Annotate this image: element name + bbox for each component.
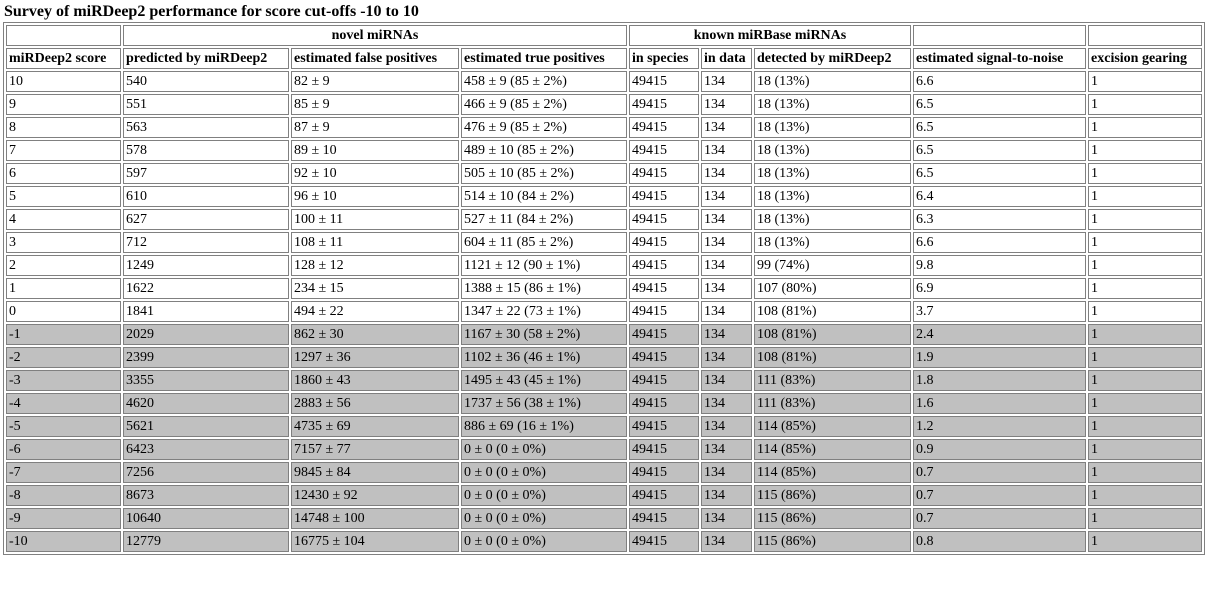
cell-in-data: 134	[701, 301, 752, 322]
cell-in-species: 49415	[629, 485, 699, 506]
cell-true-positives: 476 ± 9 (85 ± 2%)	[461, 117, 627, 138]
cell-in-data: 134	[701, 117, 752, 138]
cell-false-positives: 87 ± 9	[291, 117, 459, 138]
cell-predicted: 12779	[123, 531, 289, 552]
cell-score: -4	[6, 393, 121, 414]
cell-in-species: 49415	[629, 71, 699, 92]
table-row	[6, 393, 1202, 414]
table-row	[6, 255, 1202, 276]
cell-signal-to-noise: 6.3	[913, 209, 1086, 230]
cell-true-positives: 466 ± 9 (85 ± 2%)	[461, 94, 627, 115]
cell-in-data: 134	[701, 278, 752, 299]
cell-true-positives: 527 ± 11 (84 ± 2%)	[461, 209, 627, 230]
table-row	[6, 186, 1202, 207]
cell-in-species: 49415	[629, 163, 699, 184]
cell-detected: 18 (13%)	[754, 186, 911, 207]
cell-false-positives: 100 ± 11	[291, 209, 459, 230]
cell-score: 10	[6, 71, 121, 92]
group-header-blank	[1088, 25, 1202, 46]
cell-predicted: 8673	[123, 485, 289, 506]
cell-in-data: 134	[701, 347, 752, 368]
table-row	[6, 508, 1202, 529]
cell-excision-gearing: 1	[1088, 416, 1202, 437]
cell-predicted: 4620	[123, 393, 289, 414]
cell-predicted: 2399	[123, 347, 289, 368]
cell-false-positives: 1297 ± 36	[291, 347, 459, 368]
cell-predicted: 712	[123, 232, 289, 253]
cell-signal-to-noise: 0.8	[913, 531, 1086, 552]
cell-false-positives: 1860 ± 43	[291, 370, 459, 391]
cell-in-species: 49415	[629, 117, 699, 138]
cell-detected: 108 (81%)	[754, 324, 911, 345]
cell-true-positives: 0 ± 0 (0 ± 0%)	[461, 439, 627, 460]
group-header-novel: novel miRNAs	[123, 25, 627, 46]
cell-signal-to-noise: 6.6	[913, 232, 1086, 253]
cell-in-data: 134	[701, 163, 752, 184]
cell-detected: 114 (85%)	[754, 416, 911, 437]
cell-excision-gearing: 1	[1088, 278, 1202, 299]
cell-in-species: 49415	[629, 140, 699, 161]
cell-in-species: 49415	[629, 324, 699, 345]
group-header-blank	[6, 25, 121, 46]
column-header-detected: detected by miRDeep2	[754, 48, 911, 69]
table-row	[6, 163, 1202, 184]
cell-signal-to-noise: 0.7	[913, 508, 1086, 529]
cell-false-positives: 9845 ± 84	[291, 462, 459, 483]
cell-in-species: 49415	[629, 439, 699, 460]
cell-signal-to-noise: 1.2	[913, 416, 1086, 437]
cell-excision-gearing: 1	[1088, 163, 1202, 184]
table-row	[6, 462, 1202, 483]
cell-false-positives: 96 ± 10	[291, 186, 459, 207]
cell-true-positives: 0 ± 0 (0 ± 0%)	[461, 508, 627, 529]
cell-detected: 18 (13%)	[754, 163, 911, 184]
cell-true-positives: 1102 ± 36 (46 ± 1%)	[461, 347, 627, 368]
cell-in-species: 49415	[629, 370, 699, 391]
cell-predicted: 2029	[123, 324, 289, 345]
cell-signal-to-noise: 6.4	[913, 186, 1086, 207]
cell-true-positives: 1495 ± 43 (45 ± 1%)	[461, 370, 627, 391]
cell-in-data: 134	[701, 370, 752, 391]
cell-excision-gearing: 1	[1088, 508, 1202, 529]
group-header-known: known miRBase miRNAs	[629, 25, 911, 46]
cell-predicted: 1841	[123, 301, 289, 322]
cell-predicted: 1622	[123, 278, 289, 299]
cell-score: 3	[6, 232, 121, 253]
column-header-signal-to-noise: estimated signal-to-noise	[913, 48, 1086, 69]
cell-detected: 114 (85%)	[754, 462, 911, 483]
cell-score: -9	[6, 508, 121, 529]
cell-detected: 18 (13%)	[754, 209, 911, 230]
table-row	[6, 301, 1202, 322]
cell-score: -5	[6, 416, 121, 437]
cell-detected: 107 (80%)	[754, 278, 911, 299]
cell-detected: 115 (86%)	[754, 508, 911, 529]
group-header-blank	[913, 25, 1086, 46]
cell-detected: 115 (86%)	[754, 531, 911, 552]
cell-in-data: 134	[701, 324, 752, 345]
cell-predicted: 1249	[123, 255, 289, 276]
cell-score: 7	[6, 140, 121, 161]
cell-false-positives: 85 ± 9	[291, 94, 459, 115]
cell-false-positives: 494 ± 22	[291, 301, 459, 322]
cell-detected: 111 (83%)	[754, 370, 911, 391]
table-row	[6, 439, 1202, 460]
cell-true-positives: 514 ± 10 (84 ± 2%)	[461, 186, 627, 207]
cell-in-data: 134	[701, 255, 752, 276]
cell-detected: 18 (13%)	[754, 232, 911, 253]
cell-false-positives: 16775 ± 104	[291, 531, 459, 552]
cell-in-data: 134	[701, 94, 752, 115]
cell-true-positives: 489 ± 10 (85 ± 2%)	[461, 140, 627, 161]
cell-predicted: 627	[123, 209, 289, 230]
cell-in-data: 134	[701, 393, 752, 414]
cell-false-positives: 2883 ± 56	[291, 393, 459, 414]
cell-in-species: 49415	[629, 186, 699, 207]
table-row	[6, 140, 1202, 161]
cell-excision-gearing: 1	[1088, 347, 1202, 368]
cell-excision-gearing: 1	[1088, 94, 1202, 115]
cell-true-positives: 1121 ± 12 (90 ± 1%)	[461, 255, 627, 276]
cell-score: -1	[6, 324, 121, 345]
cell-detected: 114 (85%)	[754, 439, 911, 460]
column-header-true-positives: estimated true positives	[461, 48, 627, 69]
column-header-score: miRDeep2 score	[6, 48, 121, 69]
cell-signal-to-noise: 0.9	[913, 439, 1086, 460]
cell-excision-gearing: 1	[1088, 117, 1202, 138]
cell-excision-gearing: 1	[1088, 232, 1202, 253]
cell-in-data: 134	[701, 485, 752, 506]
cell-signal-to-noise: 6.5	[913, 117, 1086, 138]
cell-score: -6	[6, 439, 121, 460]
cell-detected: 18 (13%)	[754, 94, 911, 115]
table-row	[6, 531, 1202, 552]
cell-excision-gearing: 1	[1088, 462, 1202, 483]
column-header-in-species: in species	[629, 48, 699, 69]
cell-predicted: 578	[123, 140, 289, 161]
cell-true-positives: 458 ± 9 (85 ± 2%)	[461, 71, 627, 92]
cell-detected: 115 (86%)	[754, 485, 911, 506]
cell-signal-to-noise: 9.8	[913, 255, 1086, 276]
cell-in-species: 49415	[629, 416, 699, 437]
cell-predicted: 540	[123, 71, 289, 92]
cell-predicted: 7256	[123, 462, 289, 483]
cell-predicted: 597	[123, 163, 289, 184]
cell-excision-gearing: 1	[1088, 370, 1202, 391]
cell-detected: 108 (81%)	[754, 347, 911, 368]
cell-signal-to-noise: 6.5	[913, 94, 1086, 115]
cell-true-positives: 1347 ± 22 (73 ± 1%)	[461, 301, 627, 322]
cell-in-species: 49415	[629, 232, 699, 253]
column-header-excision-gearing: excision gearing	[1088, 48, 1202, 69]
cell-in-data: 134	[701, 186, 752, 207]
table-row	[6, 416, 1202, 437]
cell-in-species: 49415	[629, 209, 699, 230]
cell-true-positives: 1167 ± 30 (58 ± 2%)	[461, 324, 627, 345]
cell-in-data: 134	[701, 508, 752, 529]
cell-score: 8	[6, 117, 121, 138]
cell-score: -2	[6, 347, 121, 368]
cell-signal-to-noise: 0.7	[913, 485, 1086, 506]
cell-excision-gearing: 1	[1088, 186, 1202, 207]
cell-score: 4	[6, 209, 121, 230]
cell-in-species: 49415	[629, 301, 699, 322]
table-row	[6, 94, 1202, 115]
cell-excision-gearing: 1	[1088, 393, 1202, 414]
cell-false-positives: 7157 ± 77	[291, 439, 459, 460]
cell-in-species: 49415	[629, 255, 699, 276]
cell-signal-to-noise: 1.9	[913, 347, 1086, 368]
cell-excision-gearing: 1	[1088, 301, 1202, 322]
cell-predicted: 610	[123, 186, 289, 207]
cell-predicted: 6423	[123, 439, 289, 460]
cell-in-data: 134	[701, 531, 752, 552]
cell-true-positives: 505 ± 10 (85 ± 2%)	[461, 163, 627, 184]
table-row	[6, 347, 1202, 368]
group-header-row	[6, 25, 1202, 46]
cell-true-positives: 604 ± 11 (85 ± 2%)	[461, 232, 627, 253]
table-row	[6, 71, 1202, 92]
cell-signal-to-noise: 3.7	[913, 301, 1086, 322]
page-title: Survey of miRDeep2 performance for score cut-offs -10 to 10	[4, 3, 419, 20]
column-header-false-positives: estimated false positives	[291, 48, 459, 69]
cell-detected: 18 (13%)	[754, 71, 911, 92]
cell-in-species: 49415	[629, 347, 699, 368]
cell-signal-to-noise: 1.6	[913, 393, 1086, 414]
cell-score: -7	[6, 462, 121, 483]
cell-score: 5	[6, 186, 121, 207]
table-body	[6, 71, 1202, 552]
cell-excision-gearing: 1	[1088, 140, 1202, 161]
cell-in-species: 49415	[629, 531, 699, 552]
survey-table	[3, 22, 1205, 555]
cell-true-positives: 886 ± 69 (16 ± 1%)	[461, 416, 627, 437]
cell-false-positives: 92 ± 10	[291, 163, 459, 184]
cell-false-positives: 12430 ± 92	[291, 485, 459, 506]
cell-false-positives: 108 ± 11	[291, 232, 459, 253]
cell-score: -3	[6, 370, 121, 391]
cell-detected: 18 (13%)	[754, 117, 911, 138]
cell-in-data: 134	[701, 439, 752, 460]
table-row	[6, 485, 1202, 506]
cell-in-data: 134	[701, 140, 752, 161]
cell-detected: 99 (74%)	[754, 255, 911, 276]
cell-in-data: 134	[701, 416, 752, 437]
cell-detected: 111 (83%)	[754, 393, 911, 414]
column-header-predicted: predicted by miRDeep2	[123, 48, 289, 69]
cell-in-data: 134	[701, 462, 752, 483]
cell-in-species: 49415	[629, 508, 699, 529]
cell-score: 1	[6, 278, 121, 299]
cell-signal-to-noise: 0.7	[913, 462, 1086, 483]
cell-true-positives: 0 ± 0 (0 ± 0%)	[461, 462, 627, 483]
table-row	[6, 324, 1202, 345]
cell-score: 2	[6, 255, 121, 276]
cell-false-positives: 82 ± 9	[291, 71, 459, 92]
cell-predicted: 551	[123, 94, 289, 115]
cell-in-species: 49415	[629, 278, 699, 299]
table-row	[6, 370, 1202, 391]
cell-false-positives: 14748 ± 100	[291, 508, 459, 529]
column-header-in-data: in data	[701, 48, 752, 69]
cell-in-data: 134	[701, 71, 752, 92]
cell-false-positives: 234 ± 15	[291, 278, 459, 299]
cell-excision-gearing: 1	[1088, 71, 1202, 92]
cell-signal-to-noise: 6.5	[913, 140, 1086, 161]
cell-signal-to-noise: 6.9	[913, 278, 1086, 299]
table-row	[6, 209, 1202, 230]
cell-in-species: 49415	[629, 94, 699, 115]
cell-true-positives: 1737 ± 56 (38 ± 1%)	[461, 393, 627, 414]
cell-score: -10	[6, 531, 121, 552]
cell-score: 6	[6, 163, 121, 184]
cell-signal-to-noise: 6.5	[913, 163, 1086, 184]
cell-predicted: 10640	[123, 508, 289, 529]
cell-in-data: 134	[701, 209, 752, 230]
cell-detected: 108 (81%)	[754, 301, 911, 322]
cell-in-data: 134	[701, 232, 752, 253]
cell-predicted: 563	[123, 117, 289, 138]
cell-excision-gearing: 1	[1088, 255, 1202, 276]
cell-true-positives: 1388 ± 15 (86 ± 1%)	[461, 278, 627, 299]
cell-score: 9	[6, 94, 121, 115]
cell-false-positives: 4735 ± 69	[291, 416, 459, 437]
cell-signal-to-noise: 2.4	[913, 324, 1086, 345]
cell-true-positives: 0 ± 0 (0 ± 0%)	[461, 485, 627, 506]
cell-detected: 18 (13%)	[754, 140, 911, 161]
cell-in-species: 49415	[629, 462, 699, 483]
cell-true-positives: 0 ± 0 (0 ± 0%)	[461, 531, 627, 552]
cell-predicted: 3355	[123, 370, 289, 391]
cell-excision-gearing: 1	[1088, 324, 1202, 345]
cell-excision-gearing: 1	[1088, 439, 1202, 460]
cell-score: -8	[6, 485, 121, 506]
table-row	[6, 278, 1202, 299]
cell-false-positives: 128 ± 12	[291, 255, 459, 276]
cell-signal-to-noise: 1.8	[913, 370, 1086, 391]
cell-excision-gearing: 1	[1088, 209, 1202, 230]
cell-excision-gearing: 1	[1088, 485, 1202, 506]
cell-score: 0	[6, 301, 121, 322]
cell-signal-to-noise: 6.6	[913, 71, 1086, 92]
column-header-row	[6, 48, 1202, 69]
cell-false-positives: 862 ± 30	[291, 324, 459, 345]
cell-in-species: 49415	[629, 393, 699, 414]
cell-excision-gearing: 1	[1088, 531, 1202, 552]
cell-false-positives: 89 ± 10	[291, 140, 459, 161]
table-row	[6, 232, 1202, 253]
table-row	[6, 117, 1202, 138]
cell-predicted: 5621	[123, 416, 289, 437]
